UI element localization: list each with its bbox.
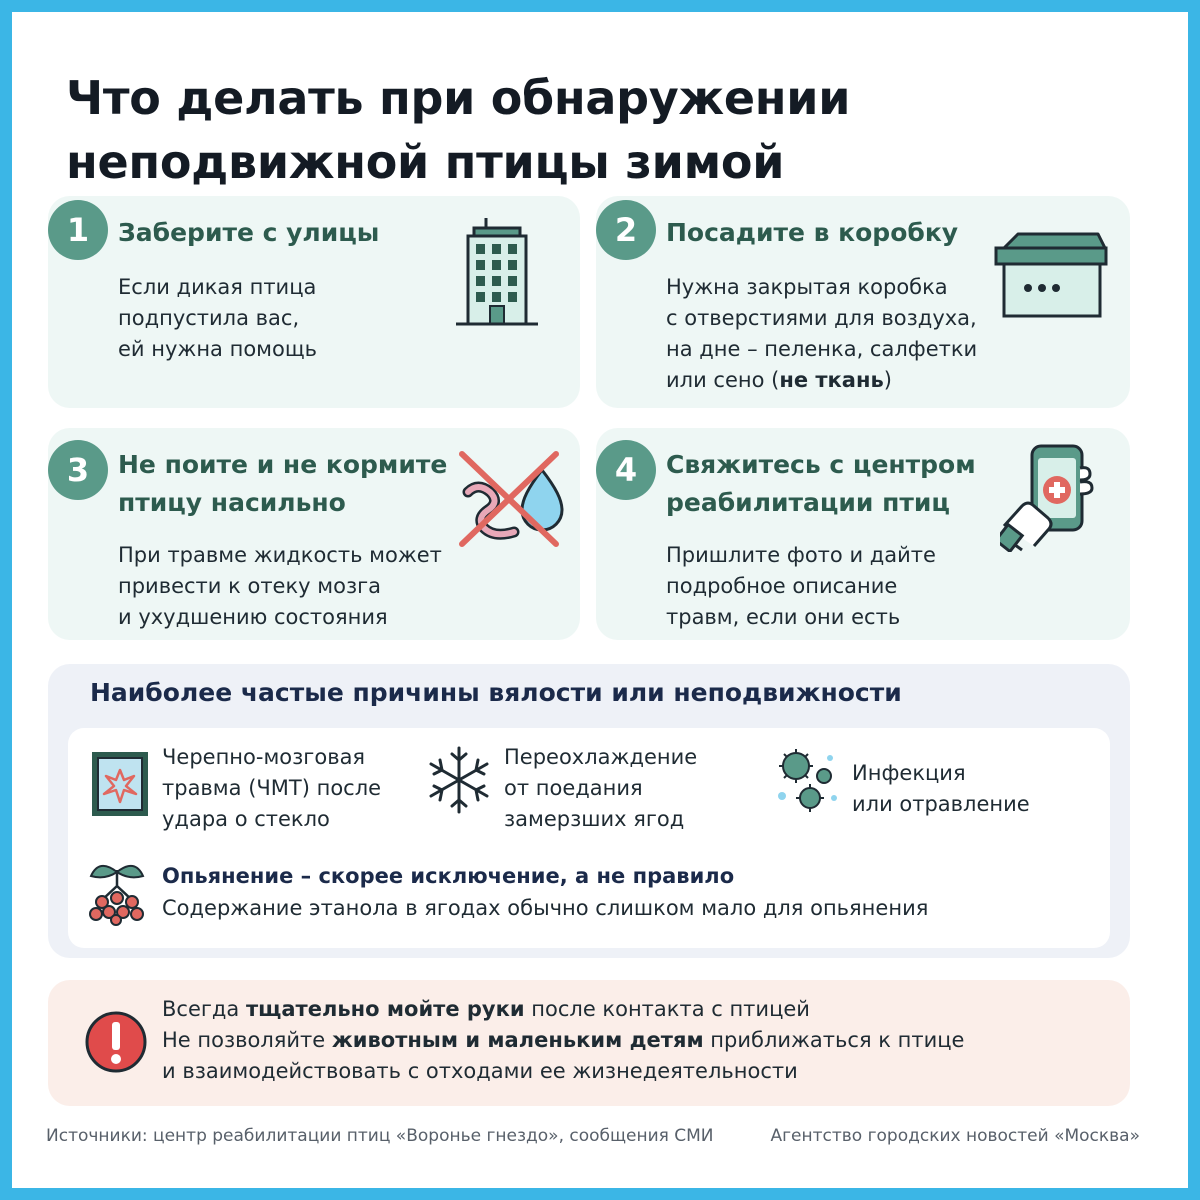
phone-medical-icon bbox=[1000, 440, 1096, 556]
rowan-berries-icon bbox=[88, 860, 146, 930]
snowflake-icon bbox=[426, 744, 492, 820]
no-fabric-emphasis: не ткань bbox=[779, 368, 884, 392]
step-title-4: Свяжитесь с центром реабилитации птиц bbox=[666, 450, 976, 517]
step-number-3: 3 bbox=[48, 440, 108, 500]
drunkenness-title: Опьянение – скорее исключение, а не правило bbox=[162, 864, 735, 888]
title-line-2: неподвижной птицы зимой bbox=[66, 135, 785, 189]
step-number-4: 4 bbox=[596, 440, 656, 500]
causes-title: Наиболее частые причины вялости или неподвижности bbox=[90, 678, 902, 707]
page-title bbox=[66, 66, 850, 194]
exclamation-icon bbox=[84, 1010, 148, 1078]
cause-brain-injury: Черепно-мозговая травма (ЧМТ) после удара о стекло bbox=[162, 745, 382, 831]
step-card-3 bbox=[48, 428, 580, 640]
warning-text: Всегда тщательно мойте руки после контакта с птицей Не позволяйте животным и маленьким детям приближаться к птице и взаимодействовать с отходами ее жизнедеятельности bbox=[162, 997, 965, 1083]
step-title-2: Посадите в коробку bbox=[666, 218, 959, 247]
causes-panel bbox=[48, 664, 1130, 958]
step-description-4: Пришлите фото и дайте подробное описание травм, если они есть bbox=[666, 543, 936, 629]
drunkenness-text: Содержание этанола в ягодах обычно слишком мало для опьянения bbox=[162, 896, 929, 920]
cause-infection: Инфекция или отравление bbox=[852, 761, 1030, 816]
step-description-1: Если дикая птица подпустила вас, ей нужна помощь bbox=[118, 275, 318, 361]
step-description-2: Нужна закрытая коробка с отверстиями для воздуха, на дне – пеленка, салфетки или сено (не ткань) bbox=[666, 275, 978, 392]
step-description-3: При травме жидкость может привести к отеку мозга и ухудшению состояния bbox=[118, 543, 442, 629]
step-card-1 bbox=[48, 196, 580, 408]
title-line-1: Что делать при обнаружении bbox=[66, 71, 851, 125]
broken-window-icon bbox=[90, 750, 150, 822]
step-card-2 bbox=[596, 196, 1130, 408]
warning-panel bbox=[48, 980, 1130, 1106]
box-icon bbox=[992, 230, 1108, 326]
no-worm-water-icon bbox=[456, 448, 568, 554]
agency-credit: Агентство городских новостей «Москва» bbox=[770, 1126, 1140, 1146]
cause-hypothermia: Переохлаждение от поедания замерзших ягод bbox=[504, 745, 698, 831]
step-title-3: Не поите и не кормите птицу насильно bbox=[118, 450, 448, 517]
sources-text: Источники: центр реабилитации птиц «Воронье гнездо», сообщения СМИ bbox=[46, 1126, 714, 1146]
step-number-1: 1 bbox=[48, 200, 108, 260]
virus-icon bbox=[772, 746, 844, 822]
causes-list bbox=[68, 728, 1110, 948]
step-card-4 bbox=[596, 428, 1130, 640]
infographic-page bbox=[12, 12, 1188, 1188]
step-number-2: 2 bbox=[596, 200, 656, 260]
building-icon bbox=[456, 218, 538, 334]
step-title-1: Заберите с улицы bbox=[118, 218, 380, 247]
